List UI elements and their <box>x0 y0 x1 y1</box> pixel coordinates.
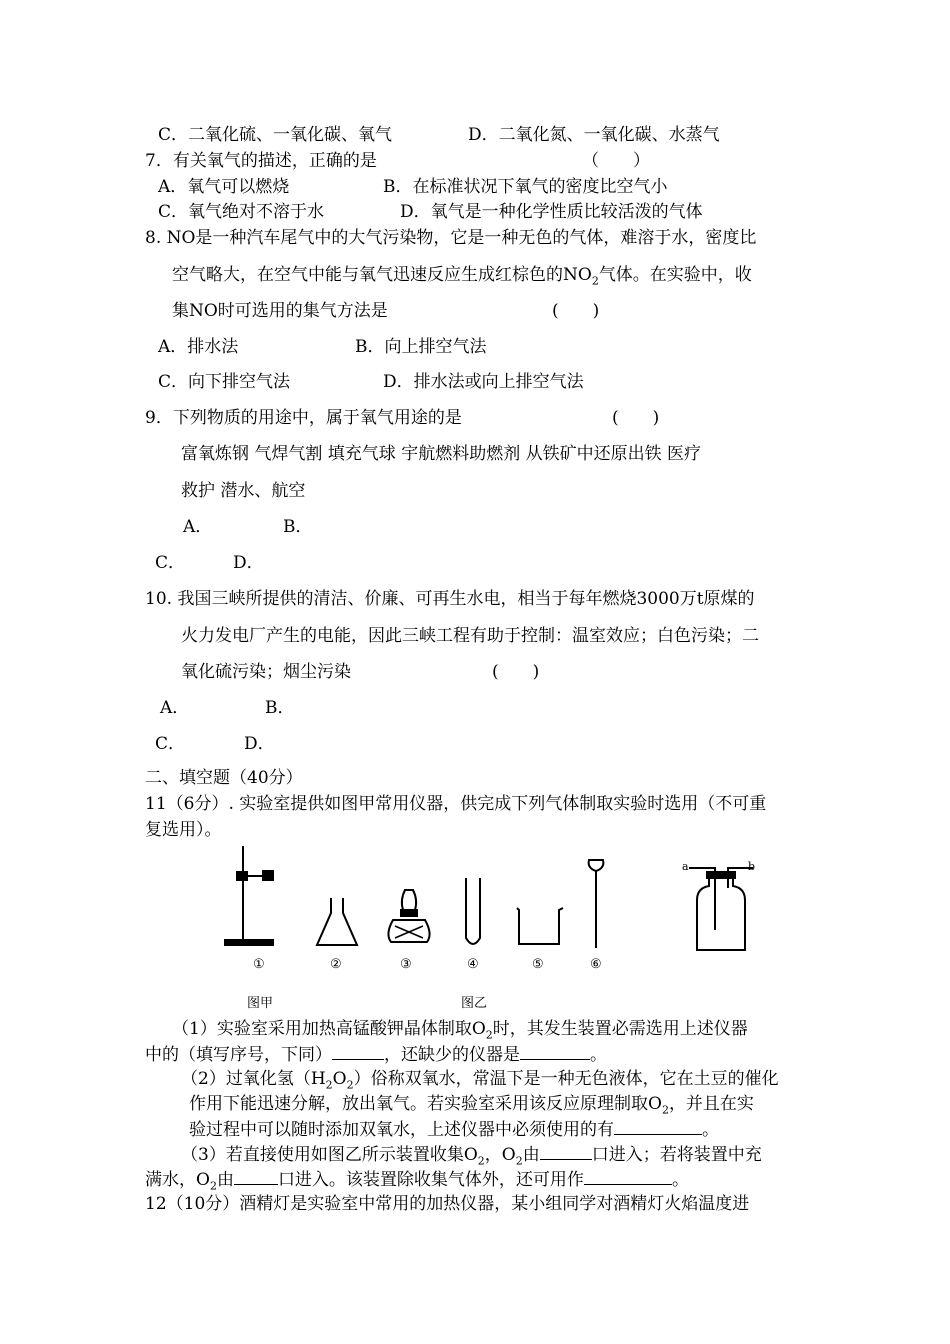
apparatus-figure <box>215 838 785 988</box>
port-b-label: b <box>748 860 756 873</box>
q11-part3-line-2: 满水，$O_2$由 口进入。该装置除收集气体外，还可用作 。 <box>145 1170 689 1193</box>
q11-part3-line-1: （3）若直接使用如图乙所示装置收集$O_2$，$O_2$由 口进入；若将装置中充 <box>181 1145 762 1168</box>
beaker-icon <box>517 908 563 944</box>
q10-line-2: 火力发电厂产生的电能，因此三峡工程有助于控制：温室效应；白色污染；二 <box>181 626 759 646</box>
q8-line-2: 空气略大，在空气中能与氧气迅速反应生成红棕色的$NO_2$气体。在实验中，收 <box>172 265 752 288</box>
q9-option-d: D． <box>233 553 264 573</box>
q8-line-3: 集NO时可选用的集气方法是 <box>172 301 388 321</box>
figure-label-3: ③ <box>400 957 412 972</box>
iron-stand-icon <box>225 846 273 945</box>
q11-blank-1[interactable] <box>332 1043 384 1060</box>
q10-line-3: 氧化硫污染；烟尘污染 <box>181 662 351 682</box>
q8-option-b: B．向上排空气法 <box>355 337 487 357</box>
q9-option-b: B． <box>283 517 313 537</box>
q12-line-1: 12（10分）酒精灯是实验室中常用的加热仪器，某小组同学对酒精灯火焰温度进 <box>145 1194 750 1214</box>
q11-part1-line-2: 中的（填写序号，下同） ，还缺少的仪器是 。 <box>145 1045 607 1065</box>
figure-caption-jia: 图甲 <box>247 996 274 1011</box>
q8-option-c: C．向下排空气法 <box>158 372 291 392</box>
figure-label-6: ⑥ <box>590 957 602 972</box>
q9-option-c: C． <box>155 553 186 573</box>
q10-line-1: 10. 我国三峡所提供的清洁、价廉、可再生水电，相当于每年燃烧3000万t原煤的 <box>145 589 755 609</box>
q11-blank-6[interactable] <box>584 1168 672 1185</box>
figure-label-5: ⑤ <box>532 957 544 972</box>
figure-caption-yi: 图乙 <box>461 996 488 1011</box>
q7-option-b: B．在标准状况下氧气的密度比空气小 <box>383 177 668 197</box>
q10-option-b: B． <box>265 698 295 718</box>
q10-option-d: D． <box>244 734 275 754</box>
q11-blank-5[interactable] <box>234 1168 278 1185</box>
q7-answer-paren: （ ） <box>582 151 650 171</box>
funnel-icon <box>589 860 604 948</box>
q9-line-2: 富氧炼钢 气焊气割 填充气球 宇航燃料助燃剂 从铁矿中还原出铁 医疗 <box>181 444 702 464</box>
q9-answer-paren: ( ) <box>612 408 660 428</box>
q11-blank-4[interactable] <box>540 1143 592 1160</box>
q11-part1-line-1: （1）实验室采用加热高锰酸钾晶体制取$O_2$时，其发生装置必需选用上述仪器 <box>172 1019 748 1042</box>
q11-part2-line-2: 作用下能迅速分解，放出氧气。若实验室采用该反应原理制取$O_2$，并且在实 <box>189 1094 754 1117</box>
q8-line-1: 8. NO是一种汽车尾气中的大气污染物，它是一种无色的气体，难溶于水，密度比 <box>145 228 757 248</box>
q6-option-d: D．二氧化氮、一氧化碳、水蒸气 <box>468 125 720 145</box>
q10-option-c: C． <box>155 734 186 754</box>
q8-answer-paren: ( ) <box>552 301 600 321</box>
q10-option-a: A． <box>160 698 190 718</box>
q11-part2-line-3: 验过程中可以随时添加双氧水，上述仪器中必须使用的有 。 <box>189 1120 719 1140</box>
q7-option-c: C．氧气绝对不溶于水 <box>158 202 325 222</box>
q9-stem: 9．下列物质的用途中，属于氧气用途的是 <box>145 408 462 428</box>
alcohol-lamp-icon <box>388 890 429 942</box>
test-tube-icon <box>466 878 480 944</box>
q11-line-1: 11（6分）. 实验室提供如图甲常用仪器，供完成下列气体制取实验时选用（不可重 <box>145 794 767 814</box>
figure-label-2: ② <box>330 957 342 972</box>
gas-bottle-icon <box>689 868 753 950</box>
q8-option-d: D．排水法或向上排空气法 <box>383 372 584 392</box>
q10-answer-paren: ( ) <box>492 662 540 682</box>
q11-part2-line-1: （2）过氧化氢$(H_2O_2)$俗称双氧水，常温下是一种无色液体，它在土豆的催化 <box>181 1069 779 1092</box>
conical-flask-icon <box>317 898 357 945</box>
q9-line-3: 救护 潜水、航空 <box>181 481 306 501</box>
q7-option-a: A．氧气可以燃烧 <box>158 177 290 197</box>
q11-line-2: 复选用）。 <box>145 820 222 840</box>
q7-stem: 7．有关氧气的描述，正确的是 <box>145 151 377 171</box>
section-title: 二、填空题（40分） <box>145 768 303 788</box>
q8-option-a: A．排水法 <box>158 337 239 357</box>
figure-label-1: ① <box>253 957 265 972</box>
q6-option-c: C．二氧化硫、一氧化碳、氧气 <box>158 125 393 145</box>
port-a-label: a <box>682 860 689 873</box>
q9-option-a: A． <box>183 517 213 537</box>
q7-option-d: D．氧气是一种化学性质比较活泼的气体 <box>400 202 703 222</box>
figure-label-4: ④ <box>467 957 479 972</box>
q11-blank-2[interactable] <box>520 1043 590 1060</box>
q11-blank-3[interactable] <box>614 1118 702 1135</box>
